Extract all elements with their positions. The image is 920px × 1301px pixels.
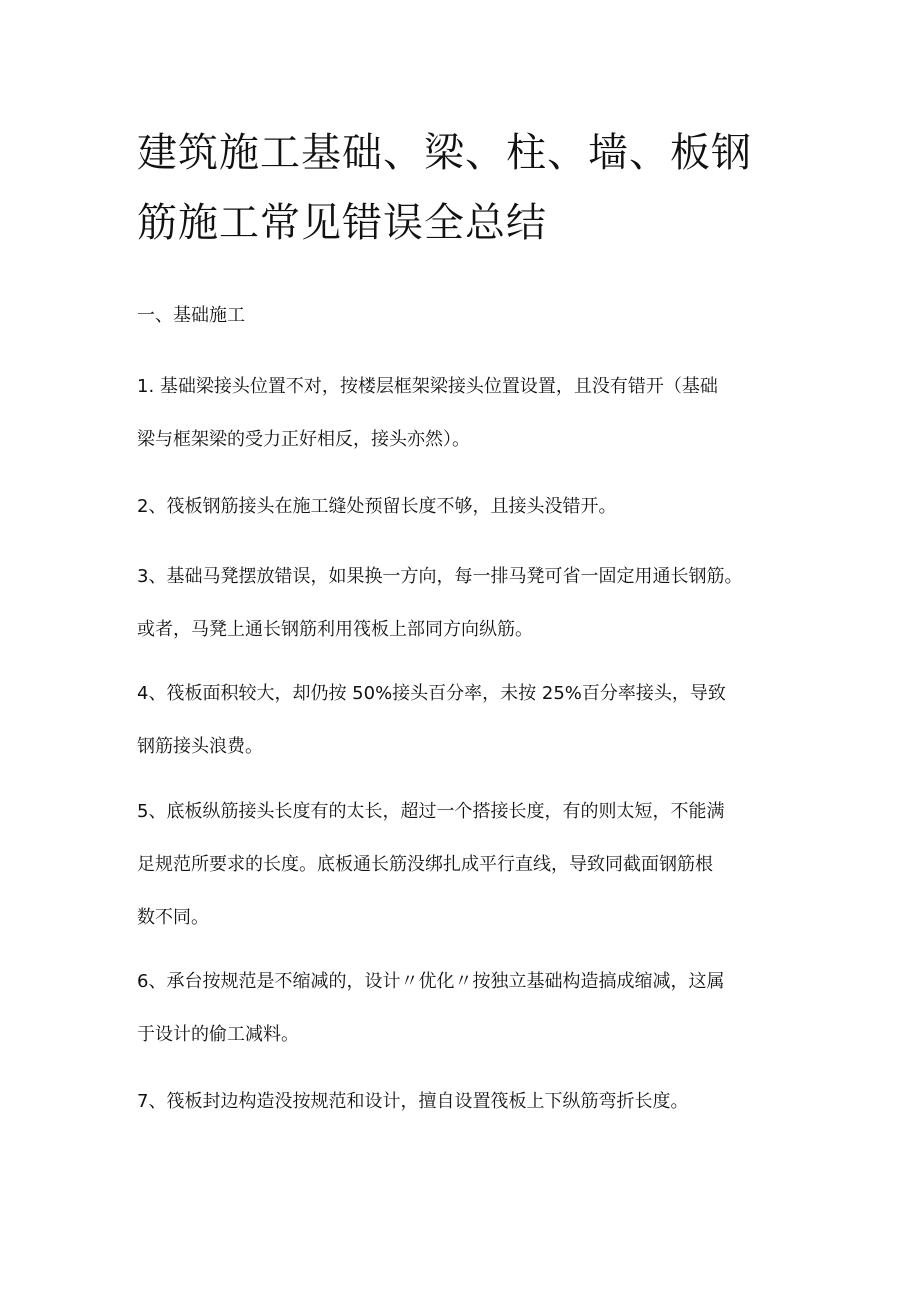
paragraph-1 [137, 360, 789, 466]
paragraph-7 [137, 1075, 789, 1128]
paragraph-4 [137, 667, 789, 773]
paragraph-line: 钢筋接头浪费。 [137, 736, 263, 757]
paragraph-line: 4、筏板面积较大，却仍按 50%接头百分率，未按 25%百分率接头，导致 [137, 683, 726, 704]
paragraph-line: 2、筏板钢筋接头在施工缝处预留长度不够，且接头没错开。 [137, 496, 617, 517]
paragraph-line: 于设计的偷工减料。 [137, 1024, 299, 1045]
paragraph-line: 或者，马凳上通长钢筋利用筏板上部同方向纵筋。 [137, 619, 533, 640]
paragraph-5 [137, 785, 789, 944]
paragraph-line: 3、基础马凳摆放错误，如果换一方向，每一排马凳可省一固定用通长钢筋。 [137, 566, 743, 587]
title-line: 建筑施工基础、梁、柱、墙、板钢 [137, 130, 752, 176]
paragraph-line: 1. 基础梁接头位置不对，按楼层框架梁接头位置设置，且没有错开（基础 [137, 376, 718, 397]
paragraph-2 [137, 480, 789, 533]
paragraph-line: 5、底板纵筋接头长度有的太长，超过一个搭接长度，有的则太短，不能满 [137, 801, 725, 822]
paragraph-line: 足规范所要求的长度。底板通长筋没绑扎成平行直线，导致同截面钢筋根 [137, 854, 713, 875]
paragraph-line: 梁与框架梁的受力正好相反，接头亦然）。 [137, 429, 470, 450]
paragraph-6 [137, 955, 789, 1061]
paragraph-line: 数不同。 [137, 907, 209, 928]
section-heading: 一、基础施工 [137, 305, 245, 326]
paragraph-line: 7、筏板封边构造没按规范和设计，擅自设置筏板上下纵筋弯折长度。 [137, 1091, 689, 1112]
paragraph-3 [137, 550, 789, 656]
document-title [137, 118, 797, 258]
title-line: 筋施工常见错误全总结 [137, 200, 547, 246]
paragraph-line: 6、承台按规范是不缩减的，设计〃优化〃按独立基础构造搞成缩减，这属 [137, 971, 725, 992]
